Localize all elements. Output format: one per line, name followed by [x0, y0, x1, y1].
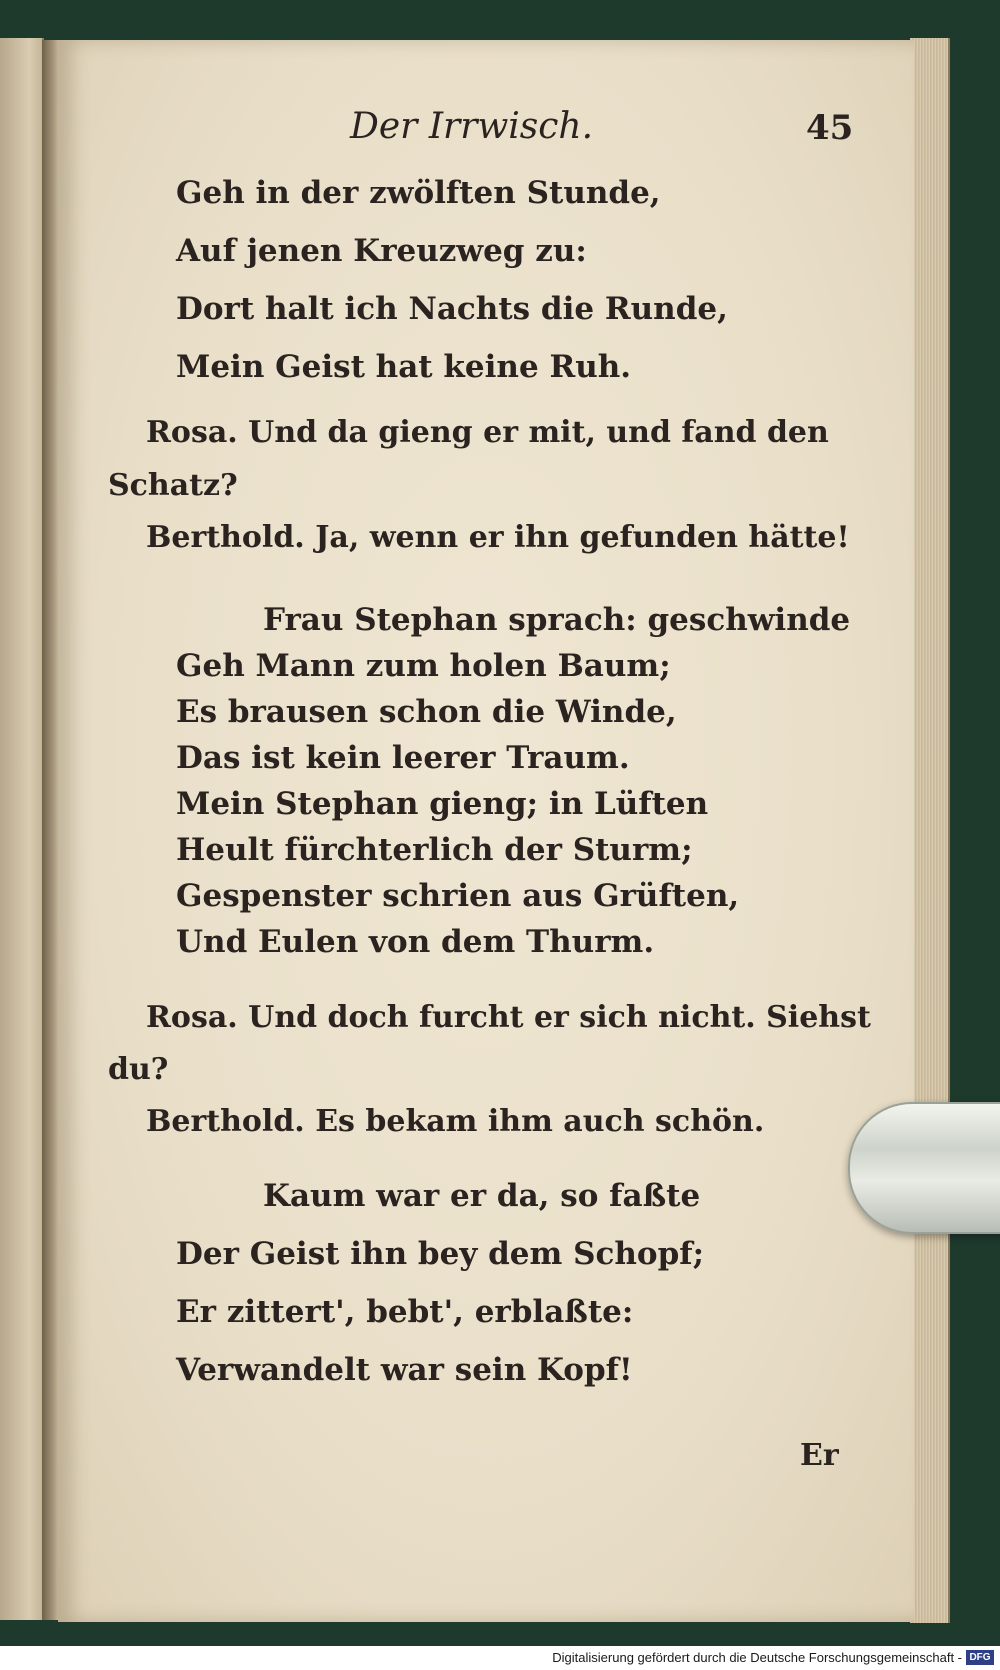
verse-line: Auf jenen Kreuzweg zu: [176, 233, 587, 269]
dialogue-line: Berthold. Ja, wenn er ihn gefunden hätte! [146, 520, 850, 555]
verse-line: Kaum war er da, so faßte [263, 1178, 701, 1214]
dfg-logo: DFG [966, 1650, 994, 1665]
verse-line: Es brausen schon die Winde, [176, 694, 677, 730]
page-stack-edge [910, 38, 950, 1623]
page-clip [848, 1102, 1000, 1234]
verse-line: Das ist kein leerer Traum. [176, 740, 630, 776]
verse-line: Und Eulen von dem Thurm. [176, 924, 655, 960]
previous-page-edge [0, 38, 44, 1620]
verse-line: Mein Geist hat keine Ruh. [176, 349, 632, 385]
dialogue-line: Schatz? [108, 468, 238, 503]
verse-line: Geh Mann zum holen Baum; [176, 648, 671, 684]
verse-line: Der Geist ihn bey dem Schopf; [176, 1236, 705, 1272]
credit-bar [0, 1646, 1000, 1670]
verse-line: Mein Stephan gieng; in Lüften [176, 786, 709, 822]
dialogue-line: Berthold. Es bekam ihm auch schön. [146, 1104, 765, 1139]
dialogue-line: du? [108, 1052, 169, 1087]
verse-line: Gespenster schrien aus Grüften, [176, 878, 740, 914]
verse-line: Er zittert', bebt', erblaßte: [176, 1294, 634, 1330]
verse-line: Geh in der zwölften Stunde, [176, 175, 661, 211]
verse-line: Heult fürchterlich der Sturm; [176, 832, 693, 868]
book-page [58, 40, 914, 1622]
catchword: Er [800, 1438, 839, 1473]
page-number: 45 [806, 108, 854, 148]
dialogue-line: Rosa. Und da gieng er mit, und fand den [146, 415, 829, 450]
verse-line: Verwandelt war sein Kopf! [176, 1352, 633, 1388]
verse-line: Dort halt ich Nachts die Runde, [176, 291, 728, 327]
funding-credit: Digitalisierung gefördert durch die Deutsche Forschungsgemeinschaft - [552, 1650, 962, 1665]
verse-line: Frau Stephan sprach: geschwinde [263, 602, 851, 638]
dialogue-line: Rosa. Und doch furcht er sich nicht. Siehst [146, 1000, 871, 1035]
running-head: Der Irrwisch. [350, 106, 594, 147]
